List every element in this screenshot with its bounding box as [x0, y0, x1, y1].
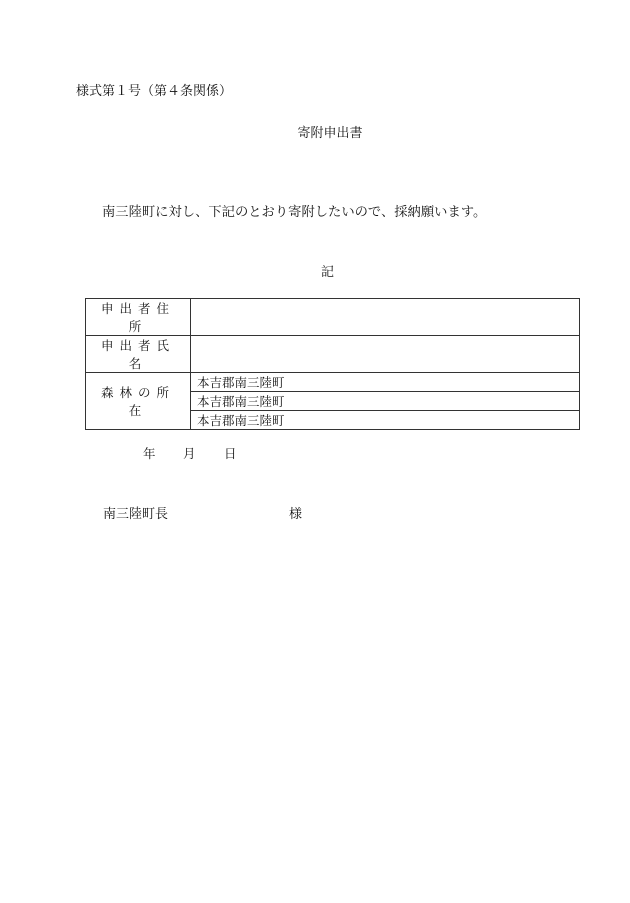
table-row: [86, 336, 580, 373]
request-statement: 南三陸町に対し、下記のとおり寄附したいので、採納願います。: [102, 205, 487, 220]
table-row: [86, 373, 580, 392]
form-number: 様式第１号（第４条関係）: [76, 84, 233, 99]
application-table: [85, 298, 580, 430]
document-title: 寄附申出書: [297, 126, 363, 141]
table-row: [86, 299, 580, 336]
forest-location-label: 森林の所在: [86, 373, 191, 430]
date-month-label: 月: [183, 446, 196, 461]
forest-location-value: 本吉郡南三陸町: [191, 373, 580, 392]
applicant-address-label: 申出者住所: [86, 299, 191, 336]
applicant-address-value: [191, 299, 580, 336]
forest-location-value: 本吉郡南三陸町: [191, 411, 580, 430]
date-day-label: 日: [224, 446, 237, 461]
applicant-name-label: 申出者氏名: [86, 336, 191, 373]
applicant-name-value: [191, 336, 580, 373]
honorific: 様: [289, 507, 303, 522]
date-year-label: 年: [143, 446, 156, 461]
forest-location-value: 本吉郡南三陸町: [191, 392, 580, 411]
ki-heading: 記: [321, 265, 335, 280]
addressee: 南三陸町長: [103, 507, 169, 522]
